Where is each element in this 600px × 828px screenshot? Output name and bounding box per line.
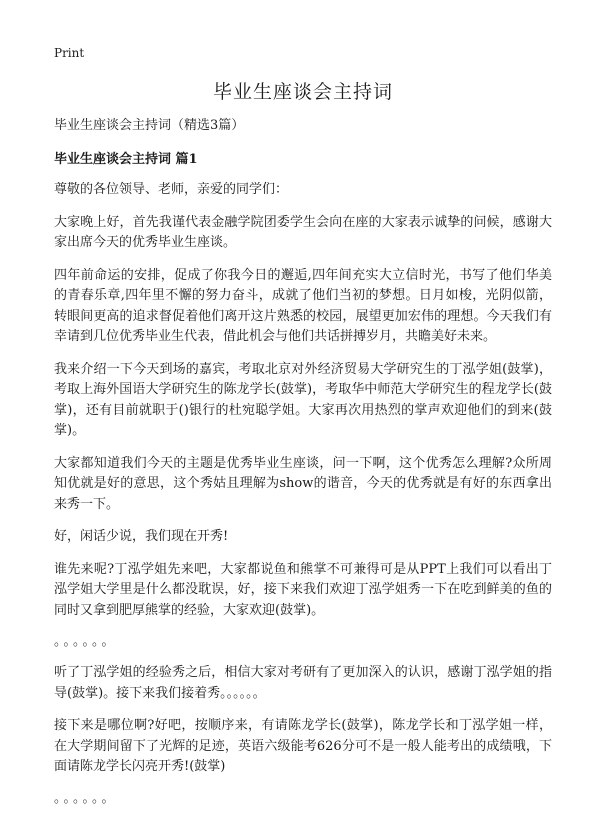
section-heading: 毕业生座谈会主持词 篇1 [54,152,198,167]
body-paragraph-6: 谁先来呢?丁泓学姐先来吧，大家都说鱼和熊掌不可兼得可是从PPT上我们可以看出丁泓学姐大学里是什么都没耽误，好，接下来我们欢迎丁泓学姐秀一下在吃到鲜美的鱼的同时又拿到肥厚熊掌的经验，大家欢迎(鼓掌)。 [54,561,552,618]
greeting-paragraph: 尊敬的各位领导、老师，亲爱的同学们： [54,182,289,197]
ellipsis-separator-1: 。。。。。。 [54,634,118,649]
body-paragraph-3: 我来介绍一下今天到场的嘉宾，考取北京对外经济贸易大学研究生的丁泓学姐(鼓掌)，考取上海外国语大学研究生的陈龙学长(鼓掌)，考取华中师范大学研究生的程龙学长(鼓掌)，还有目前就职于()银行的杜宛聪学姐。大家再次用热烈的掌声欢迎他们的到来(鼓掌)。 [54,361,552,438]
body-paragraph-7: 听了丁泓学姐的经验秀之后，相信大家对考研有了更加深入的认识，感谢丁泓学姐的指导(鼓掌)。接下来我们接着秀。。。。。。 [54,665,552,701]
document-title: 毕业生座谈会主持词 [212,81,393,103]
body-paragraph-8: 接下来是哪位啊?好吧，按顺序来，有请陈龙学长(鼓掌)，陈龙学长和丁泓学姐一样，在大学期间留下了光辉的足迹，英语六级能考626分可不是一般人能考出的成绩哦，下面请陈龙学长闪亮开秀!(鼓掌) [54,718,552,774]
body-paragraph-2: 四年前命运的安排，促成了你我今日的邂逅,四年间充实大立信时光，书写了他们华美的青春乐章,四年里不懈的努力奋斗，成就了他们当初的梦想。日月如梭，光阴似箭，转眼间更高的追求督促着他们离开这片熟悉的校园，展望更加宏伟的理想。今天我们有幸请到几位优秀毕业生代表，借此机会与他们共话拼搏岁月，共瞻美好未来。 [54,267,552,344]
print-label: Print [54,46,85,60]
ellipsis-separator-2: 。。。。。。 [54,790,118,806]
body-paragraph-5: 好，闲话少说，我们现在开秀! [54,529,229,544]
document-subtitle: 毕业生座谈会主持词（精选3篇） [54,118,245,133]
body-paragraph-4: 大家都知道我们今天的主题是优秀毕业生座谈，问一下啊，这个优秀怎么理解?众所周知优就是好的意思，这个秀姑且理解为show的谐音，今天的优秀就是有好的东西拿出来秀一下。 [54,455,552,512]
body-paragraph-1: 大家晚上好，首先我谨代表金融学院团委学生会向在座的大家表示诚挚的问候，感谢大家出席今天的优秀毕业生座谈。 [54,214,552,250]
